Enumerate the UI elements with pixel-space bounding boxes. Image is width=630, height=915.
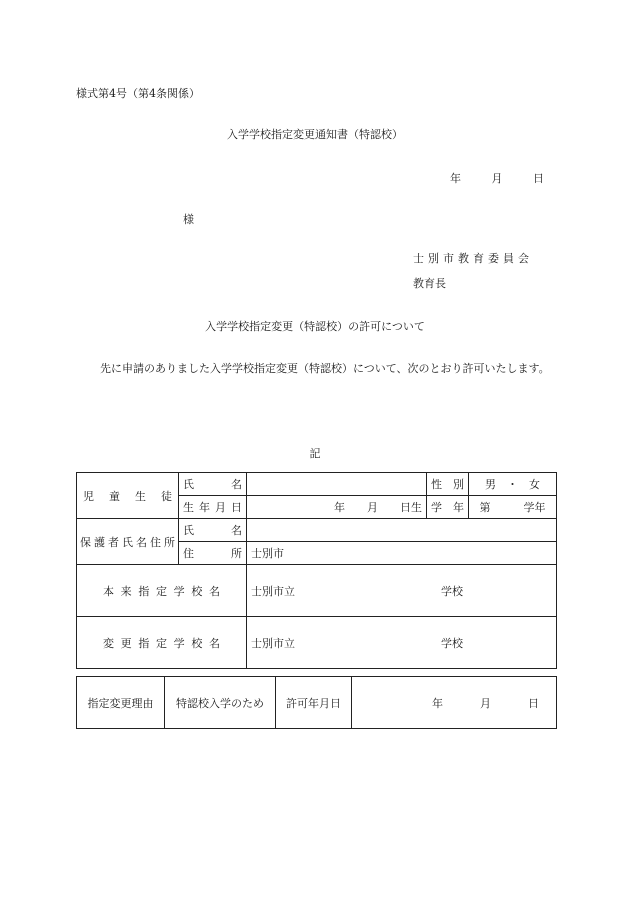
original-school-field[interactable] xyxy=(247,565,557,617)
issue-date xyxy=(450,170,544,186)
new-school-prefix: 士別市立 xyxy=(251,636,295,650)
gender-label: 性別 xyxy=(427,473,469,496)
grade-field[interactable]: 第 学年 xyxy=(469,496,557,519)
document-title: 入学学校指定変更通知書（特認校） xyxy=(227,128,403,141)
address-label: 住所 xyxy=(179,542,247,565)
form-number: 様式第4号（第4条関係） xyxy=(76,87,200,100)
permit-year: 年 xyxy=(432,696,443,710)
guardian-name-field[interactable] xyxy=(247,519,557,542)
permit-day: 日 xyxy=(528,696,539,710)
date-month: 月 xyxy=(491,172,503,185)
reason-label: 指定変更理由 xyxy=(77,677,165,729)
addressee: 様 xyxy=(183,213,194,226)
student-name-field[interactable] xyxy=(247,473,427,496)
student-label: 児 童 生 徒 xyxy=(77,473,179,519)
reason-value: 特認校入学のため xyxy=(165,677,276,729)
date-day: 日 xyxy=(533,172,544,185)
name-label: 氏名 xyxy=(179,473,247,496)
subject-line: 入学学校指定変更（特認校）の許可について xyxy=(205,320,425,333)
gender-value[interactable]: 男 ・ 女 xyxy=(469,473,557,496)
original-school-label: 本来指定学校名 xyxy=(77,565,247,617)
grade-label: 学年 xyxy=(427,496,469,519)
permit-date-field[interactable] xyxy=(352,677,557,729)
original-school-prefix: 士別市立 xyxy=(251,584,295,598)
permit-table xyxy=(76,676,557,729)
student-info-table xyxy=(76,472,557,669)
guardian-name-label: 氏名 xyxy=(179,519,247,542)
new-school-suffix: 学校 xyxy=(441,636,463,650)
date-year: 年 xyxy=(450,172,461,185)
issuer-title: 教育長 xyxy=(413,277,446,290)
address-field[interactable]: 士別市 xyxy=(247,542,557,565)
guardian-label: 保護者氏名住所 xyxy=(77,519,179,565)
issuer-organization: 士別市教育委員会 xyxy=(413,252,533,265)
original-school-suffix: 学校 xyxy=(441,584,463,598)
body-text: 先に申請のありました入学学校指定変更（特認校）について、次のとおり許可いたします。 xyxy=(100,362,550,375)
birth-date-field[interactable]: 年 月 日生 xyxy=(247,496,427,519)
permit-month: 月 xyxy=(480,696,491,710)
permit-date-label: 許可年月日 xyxy=(276,677,352,729)
ki-marker: 記 xyxy=(309,447,321,460)
new-school-label: 変更指定学校名 xyxy=(77,617,247,669)
birth-label: 生年月日 xyxy=(179,496,247,519)
new-school-field[interactable] xyxy=(247,617,557,669)
